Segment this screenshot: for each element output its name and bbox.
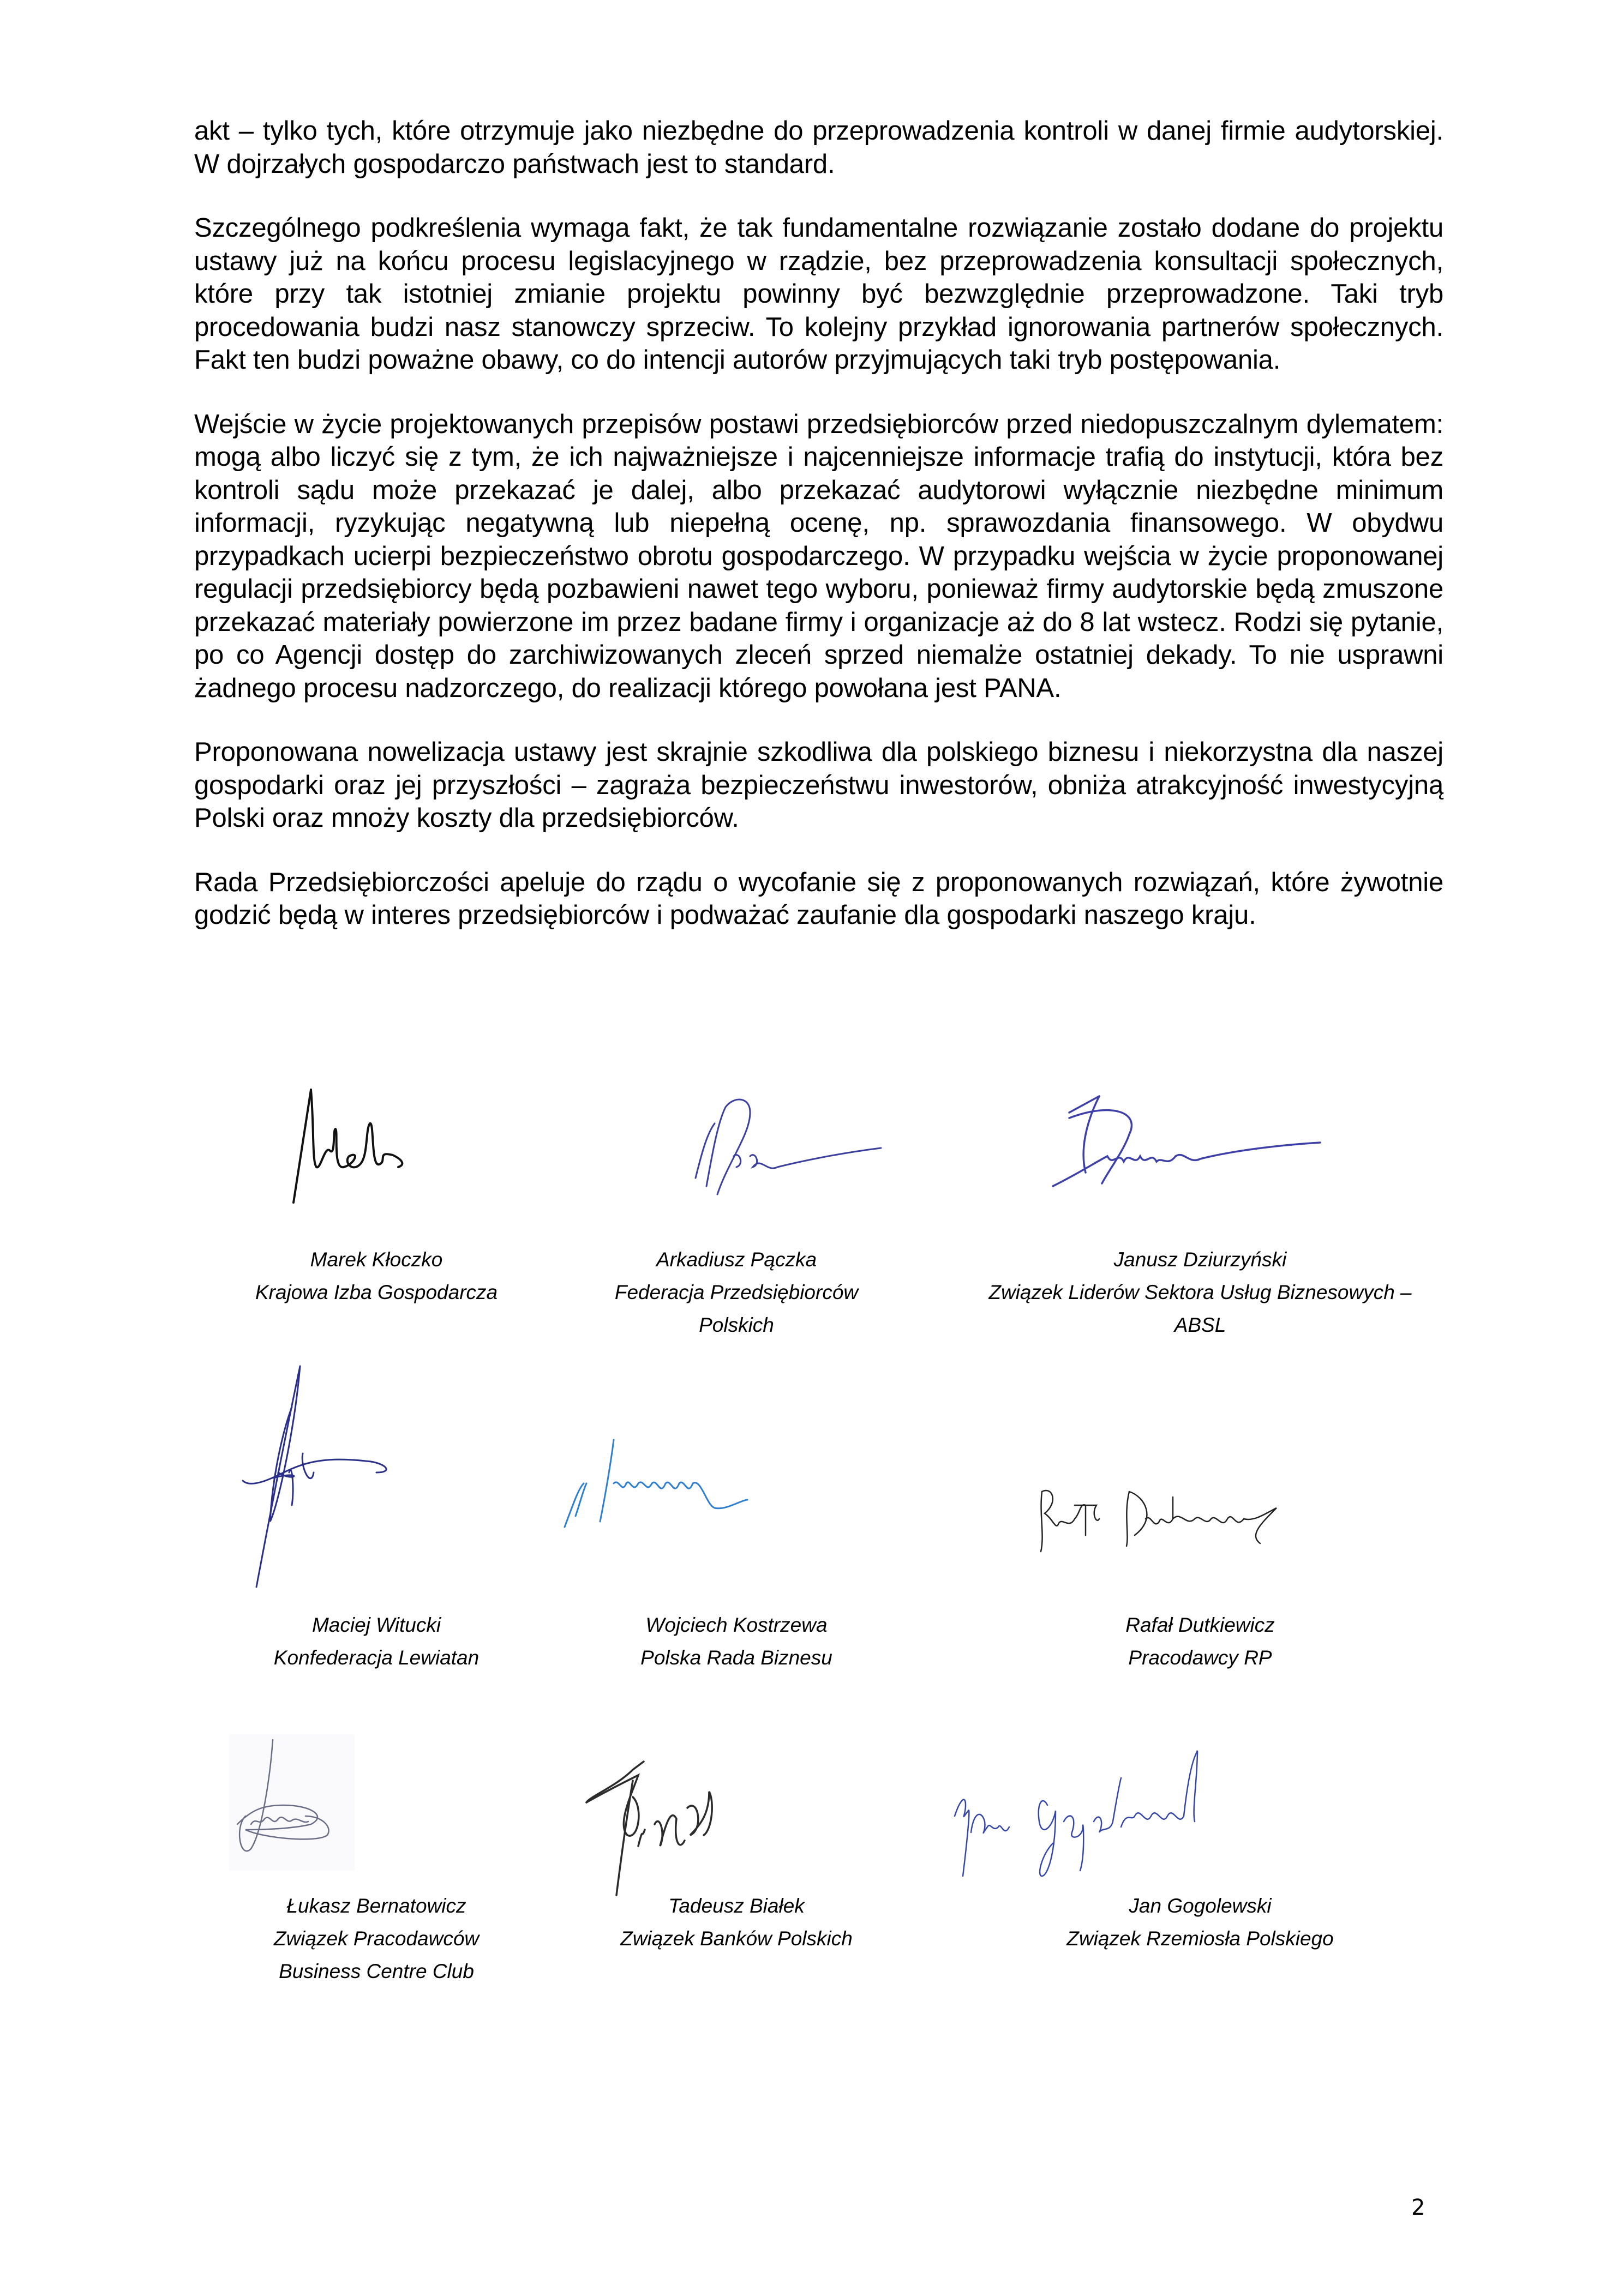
signatory-kloczko	[169, 1243, 584, 1309]
signatory-organization: Związek Banków Polskich	[620, 1927, 853, 1950]
signature-image-dziurzynski	[1047, 1091, 1331, 1205]
signature-image-bernatowicz	[229, 1734, 355, 1871]
signature-image-dutkiewicz	[1036, 1481, 1364, 1557]
signatory-kostrzewa	[529, 1609, 944, 1674]
signatory-witucki	[169, 1609, 584, 1674]
signatory-organization: Związek Pracodawców	[273, 1927, 480, 1950]
signatory-organization: Konfederacja Lewiatan	[273, 1646, 480, 1669]
signatory-gogolewski	[993, 1890, 1407, 1955]
signatory-bernatowicz	[169, 1890, 584, 1988]
signatory-name: Tadeusz Białek	[668, 1895, 805, 1917]
signatory-organization: Krajowa Izba Gospodarcza	[255, 1281, 498, 1303]
signatory-name: Janusz Dziurzyński	[1113, 1248, 1287, 1271]
signatory-organization: Federacja Przedsiębiorców	[614, 1281, 859, 1303]
signature-image-kostrzewa	[562, 1429, 846, 1538]
page-number: 2	[1411, 2195, 1425, 2220]
signatory-organization: Pracodawcy RP	[1128, 1646, 1272, 1669]
paragraph-4: Proponowana nowelizacja ustawy jest skrajnie szkodliwa dla polskiego biznesu i niekorzystna dla naszej gospodarki oraz jej przyszłości – zagraża bezpieczeństwu inwestorów, obniża atrakcyjność inwestycyjną Polski oraz mnoży koszty dla przedsiębiorców.	[194, 737, 1443, 833]
signatory-organization: Związek Liderów Sektora Usług Biznesowych –	[988, 1281, 1412, 1303]
signatory-name: Maciej Witucki	[311, 1614, 441, 1636]
signatory-organization-cont: Polskich	[699, 1314, 774, 1336]
signatory-organization: Polska Rada Biznesu	[640, 1646, 832, 1669]
signatory-bialek	[529, 1890, 944, 1955]
signatory-name: Wojciech Kostrzewa	[645, 1614, 828, 1636]
signatory-organization: Związek Rzemiosła Polskiego	[1066, 1927, 1334, 1950]
signatory-dutkiewicz	[993, 1609, 1407, 1674]
signatory-name: Rafał Dutkiewicz	[1125, 1614, 1275, 1636]
signatory-organization-cont: ABSL	[1174, 1314, 1226, 1336]
signatory-organization-cont: Business Centre Club	[279, 1960, 474, 1982]
signatory-name: Jan Gogolewski	[1129, 1895, 1272, 1917]
paragraph-2: Szczególnego podkreślenia wymaga fakt, że tak fundamentalne rozwiązanie zostało dodane do projektu ustawy już na końcu procesu legislacyjnego w rządzie, bez przeprowadzenia konsultacji społecznych, które przy tak istotniej zmianie projektu powinny być bezwzględnie przeprowadzone. Taki tryb procedowania budzi nasz stanowczy sprzeciw. To kolejny przykład ignorowania partnerów społecznych. Fakt ten budzi poważne obawy, co do intencji autorów przyjmujących taki tryb postępowania.	[194, 213, 1443, 375]
signature-image-witucki	[240, 1363, 502, 1592]
signatory-dziurzynski	[927, 1243, 1473, 1342]
paragraph-1: akt – tylko tych, które otrzymuje jako niezbędne do przeprowadzenia kontroli w danej firmie audytorskiej. W dojrzałych gospodarczo państwach jest to standard.	[194, 116, 1443, 179]
signature-image-paczka	[674, 1091, 903, 1200]
signatory-name: Arkadiusz Pączka	[656, 1248, 817, 1271]
paragraph-5: Rada Przedsiębiorczości apeluje do rządu o wycofanie się z proponowanych rozwiązań, które żywotnie godzić będą w interes przedsiębiorców i podważać zaufanie dla gospodarki naszego kraju.	[194, 867, 1443, 930]
paragraph-3: Wejście w życie projektowanych przepisów postawi przedsiębiorców przed niedopuszczalnym dylematem: mogą albo liczyć się z tym, że ich najważniejsze i najcenniejsze informacje trafią do instytucji, która bez kontroli sądu może przekazać je dalej, albo przekazać audytorowi wyłącznie niezbędne minimum informacji, ryzykując negatywną lub niepełną ocenę, np. sprawozdania finansowego. W obydwu przypadkach ucierpi bezpieczeństwo obrotu gospodarczego. W przypadku wejścia w życie proponowanej regulacji przedsiębiorcy będą pozbawieni nawet tego wyboru, ponieważ firmy audytorskie będą zmuszone przekazać materiały powierzone im przez badane firmy i organizacje aż do 8 lat wstecz. Rodzi się pytanie, po co Agencji dostęp do zarchiwizowanych zleceń sprzed niemalże ostatniej dekady. To nie usprawni żadnego procesu nadzorczego, do realizacji którego powołana jest PANA.	[194, 409, 1443, 703]
signature-image-bialek	[584, 1759, 764, 1901]
signature-image-gogolewski	[949, 1745, 1222, 1887]
signatory-paczka	[529, 1243, 944, 1342]
signature-image-kloczko	[284, 1085, 556, 1211]
signatory-name: Marek Kłoczko	[310, 1248, 443, 1271]
signatory-name: Łukasz Bernatowicz	[286, 1895, 466, 1917]
